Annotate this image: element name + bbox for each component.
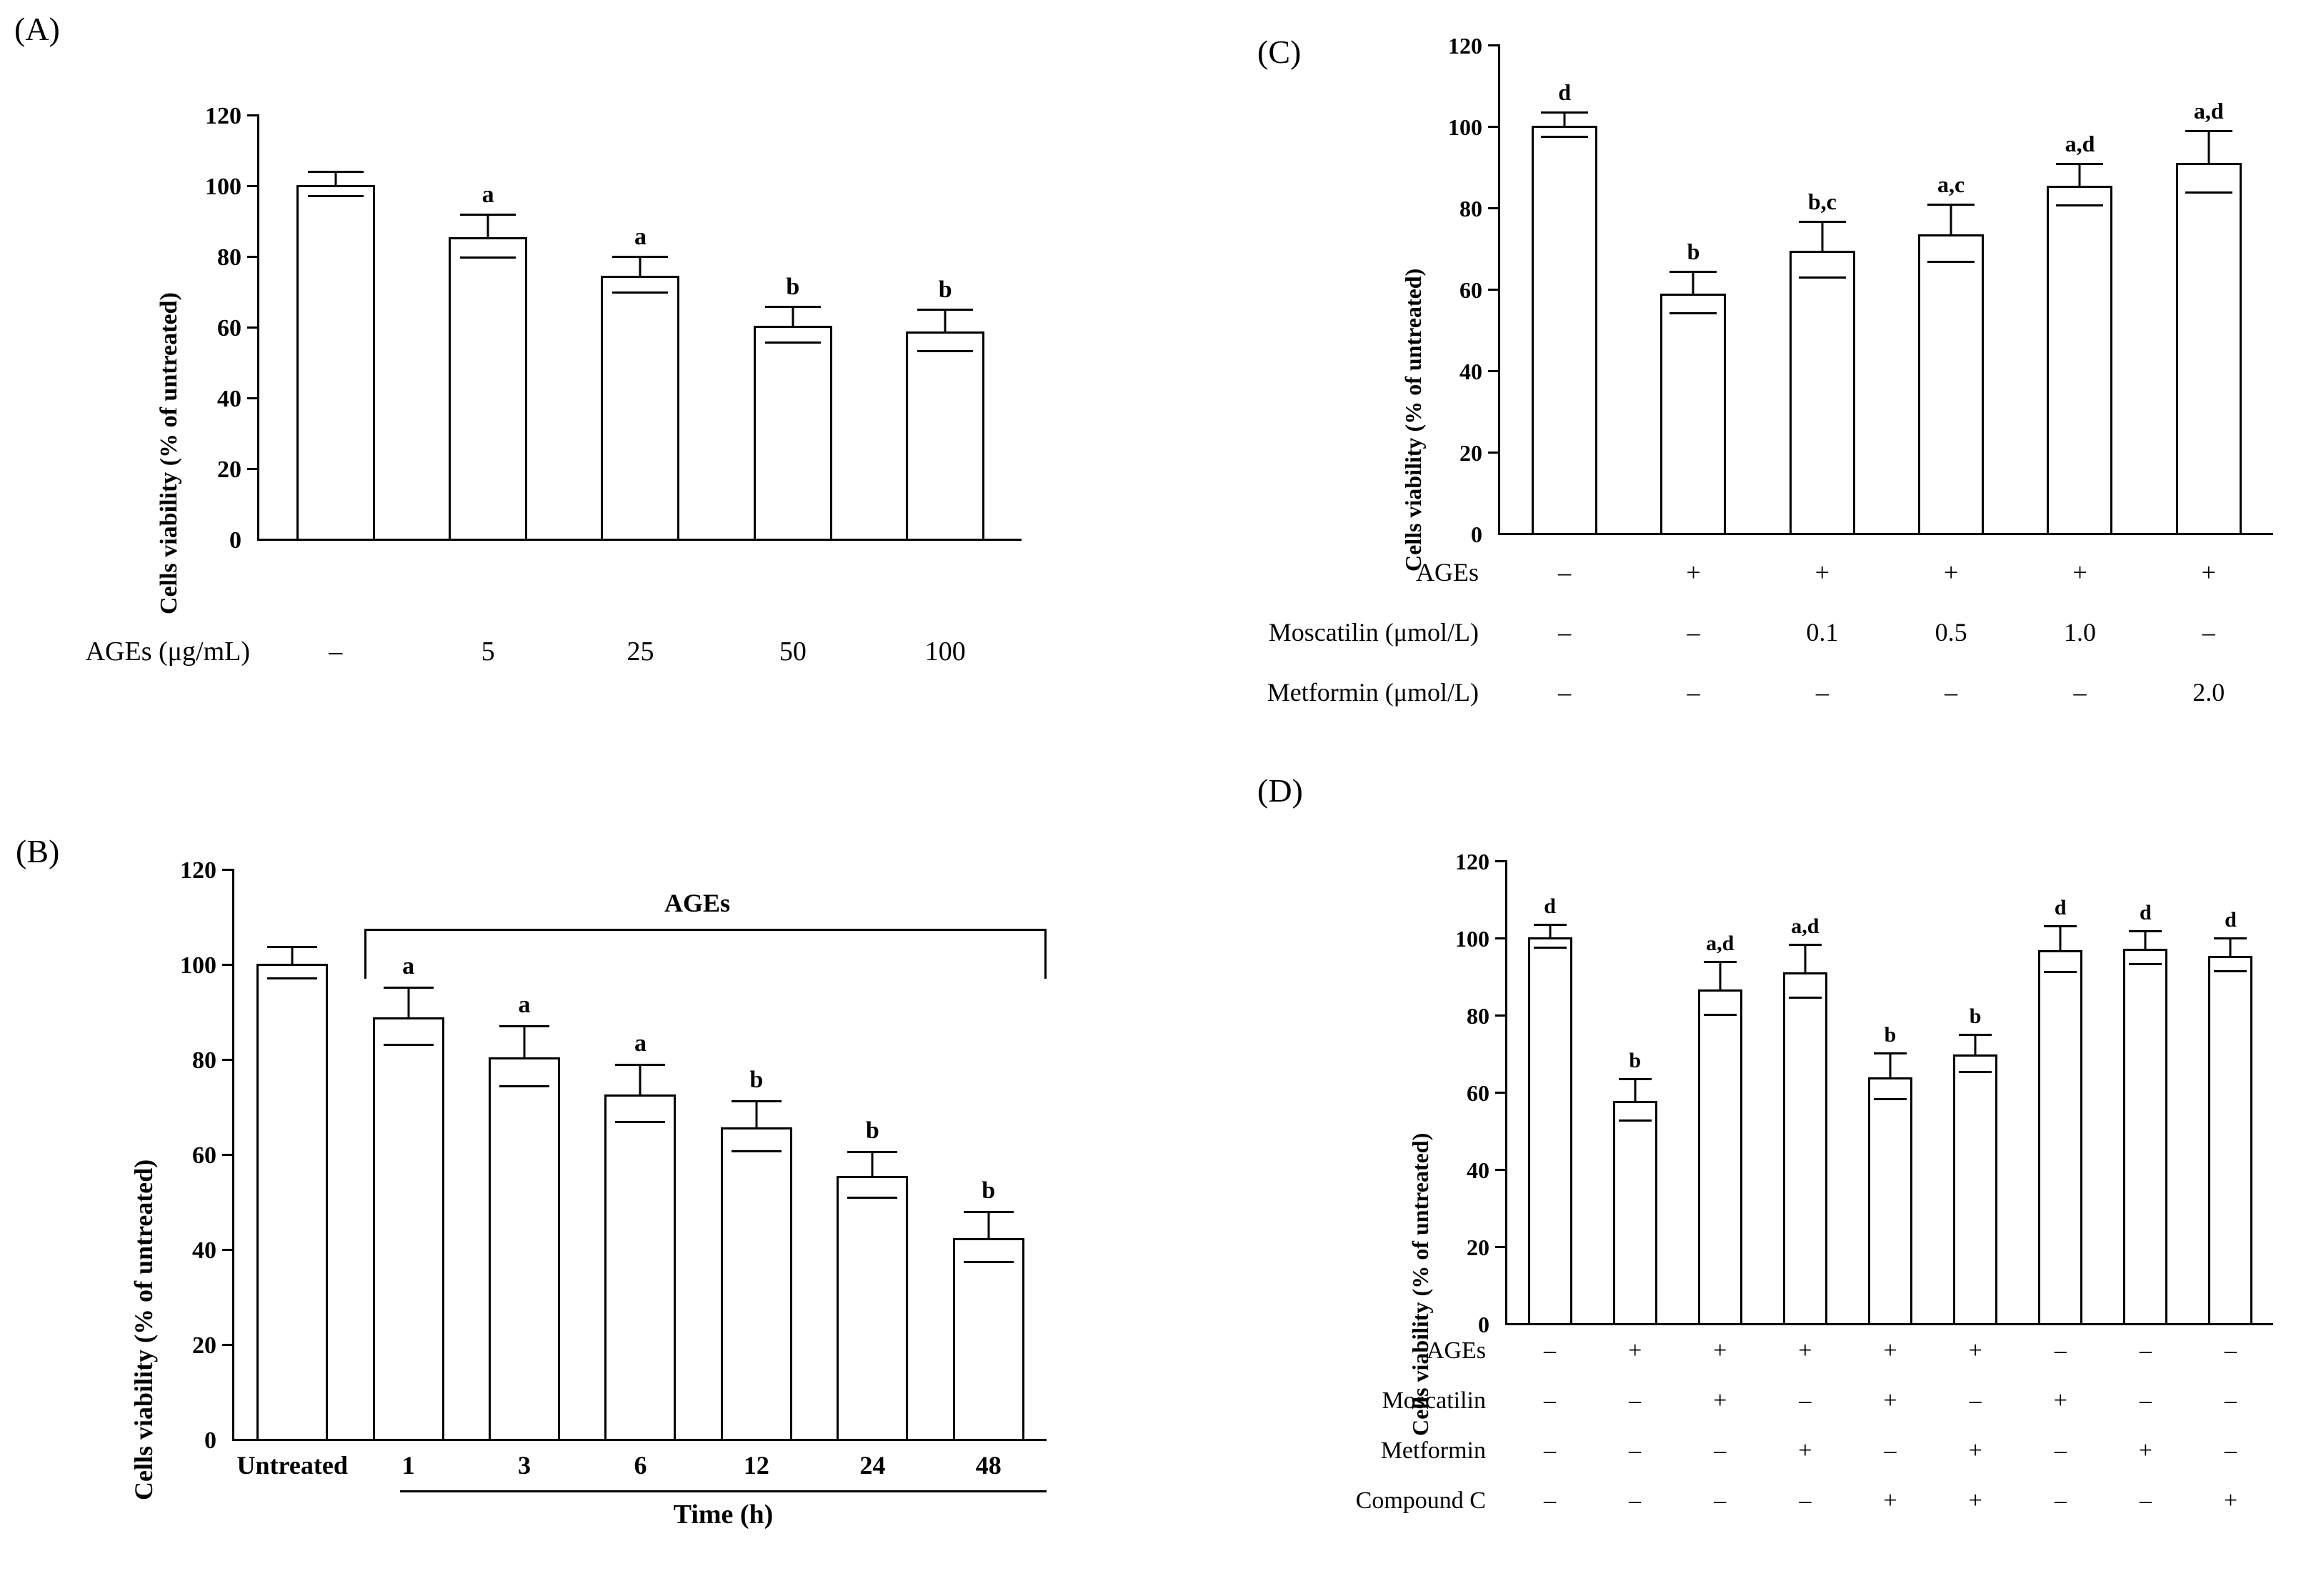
panel-c-tick (1488, 289, 1498, 291)
panel-a-tick (247, 397, 257, 399)
cond-cell: – (1558, 618, 1572, 647)
panel-d-row-values-ages (1507, 1337, 2273, 1365)
panel-d-tick (1495, 1092, 1505, 1094)
panel-a-ytick-60: 60 (217, 315, 241, 341)
panel-c-tick (1488, 207, 1498, 209)
bar-group (1592, 860, 1677, 1323)
cond-cell: – (1629, 1437, 1642, 1464)
panel-d-ytick-0: 0 (1478, 1312, 1489, 1337)
table-row (489, 992, 560, 1439)
cond-cell: – (2054, 1437, 2067, 1464)
cond-cell: + (2201, 558, 2216, 587)
panel-a-ytick-0: 0 (229, 527, 241, 554)
bar-group (814, 869, 930, 1439)
panel-c-row-values-metformin (1500, 677, 2273, 707)
panel-a-ylabel: Cells viability (% of untreated) (156, 292, 182, 614)
cond-cell: – (1558, 558, 1572, 587)
panel-c-sig-4: a,c (1937, 171, 1965, 197)
cond-cell: – (2054, 1487, 2067, 1514)
panel-c-tick (1488, 370, 1498, 372)
panel-c-sig-1: d (1558, 79, 1572, 105)
panel-b-ylabel: Cells viability (% of untreated) (129, 1159, 158, 1500)
panel-c-ytick-40: 40 (1459, 359, 1482, 384)
panel-d-sig-3: a,d (1706, 932, 1735, 955)
xcat-2: 1 (401, 1451, 415, 1480)
panel-b-sig-3: a (518, 992, 531, 1018)
cond-cell: – (1558, 678, 1572, 707)
cond-cell: – (1815, 678, 1829, 707)
cond-cell: + (1883, 1487, 1897, 1514)
panel-d-ytick-60: 60 (1467, 1080, 1489, 1106)
table-row (601, 224, 679, 539)
panel-d-row-values-metformin (1507, 1437, 2273, 1465)
cond-cell: + (1968, 1337, 1982, 1364)
panel-b-tick (222, 1344, 232, 1346)
panel-d-tick (1495, 1169, 1505, 1171)
panel-b-tick (222, 964, 232, 966)
panel-c-ytick-100: 100 (1448, 114, 1482, 140)
panel-d-sig-2: b (1629, 1049, 1641, 1072)
cond-cell: + (2053, 1387, 2067, 1414)
cond-cell: 0.5 (1935, 618, 1967, 647)
panel-d-row-label-moscatilin: Moscatilin (1382, 1387, 1486, 1414)
panel-c-sig-3: b,c (1807, 189, 1837, 214)
panel-d-tick (1495, 1246, 1505, 1248)
panel-d-row-label-ages: AGEs (1426, 1337, 1486, 1364)
panel-c-row-values-moscatilin (1500, 617, 2273, 647)
panel-b-tick (222, 869, 232, 871)
table-row (1532, 79, 1597, 533)
cond-cell: 0.1 (1806, 618, 1839, 647)
table-row (1613, 1049, 1657, 1323)
bar-group (2145, 44, 2273, 533)
table-row (449, 181, 527, 539)
panel-c-row-label-moscatilin: Moscatilin (μmol/L) (1268, 618, 1479, 647)
panel-a-tick (247, 468, 257, 470)
panel-a-tick (247, 114, 257, 116)
panel-b-bars (234, 869, 1047, 1439)
bar-group (582, 869, 698, 1439)
panel-d-bars (1507, 860, 2273, 1323)
bar-group (2103, 860, 2188, 1323)
cond-cell: – (1969, 1387, 1982, 1414)
panel-a-ytick-80: 80 (217, 244, 241, 271)
cond-cell: – (1945, 678, 1958, 707)
xcat-2: 5 (481, 637, 495, 667)
cond-cell: 1.0 (2063, 618, 2096, 647)
table-row (2176, 98, 2242, 533)
panel-b-tick (222, 1059, 232, 1061)
xcat-4: 50 (779, 637, 807, 667)
cond-cell: – (2139, 1487, 2152, 1514)
bar-group (564, 114, 717, 539)
cond-cell: + (1968, 1437, 1982, 1464)
panel-d-sig-4: a,d (1791, 914, 1820, 938)
panel-d-xaxis (1505, 1323, 2273, 1325)
panel-b-ytick-100: 100 (180, 952, 216, 979)
table-row (2047, 131, 2112, 533)
cond-cell: + (2223, 1487, 2238, 1514)
panel-d-ylabel: Cells viability (% of untreated) (1407, 1132, 1433, 1436)
cond-cell: + (1943, 558, 1959, 587)
panel-c-letter: (C) (1257, 34, 1302, 70)
panel-c-xaxis (1498, 533, 2273, 535)
cond-cell: + (1883, 1387, 1897, 1414)
cond-cell: – (1544, 1387, 1557, 1414)
bar-group (1847, 860, 1932, 1323)
cond-cell: – (1629, 1387, 1642, 1414)
panel-c-sig-5: a,d (2065, 131, 2095, 156)
panel-d-sig-9: d (2225, 908, 2237, 932)
cond-cell: – (2073, 678, 2087, 707)
panel-d-ytick-100: 100 (1455, 926, 1489, 952)
panel-d-row-label-compound-c: Compound C (1355, 1487, 1486, 1514)
bar-group (466, 869, 582, 1439)
bar-group (1677, 860, 1762, 1323)
panel-d-ytick-20: 20 (1467, 1235, 1489, 1260)
table-row (373, 953, 444, 1439)
xcat-1: Untreated (236, 1451, 348, 1480)
bar-group (869, 114, 1022, 539)
cond-cell: – (1544, 1487, 1557, 1514)
panel-b-sig-2: a (402, 953, 415, 979)
panel-a-ytick-40: 40 (217, 386, 241, 412)
panel-b-ytick-80: 80 (192, 1047, 216, 1074)
panel-c-ytick-80: 80 (1459, 196, 1482, 221)
cond-cell: – (2139, 1387, 2152, 1414)
bar-group (1758, 44, 1887, 533)
table-row (906, 276, 984, 539)
panel-d-row-values-moscatilin (1507, 1387, 2273, 1415)
panel-c-ytick-0: 0 (1471, 522, 1482, 547)
panel-d-sig-5: b (1884, 1023, 1897, 1047)
table-row (2038, 896, 2082, 1323)
panel-a-tick (247, 185, 257, 187)
panel-a-bars (259, 114, 1022, 539)
xcat-5: 12 (743, 1451, 769, 1480)
panel-d-tick (1495, 937, 1505, 939)
bar-group (2015, 44, 2144, 533)
cond-cell: + (1968, 1487, 1982, 1514)
bar-group (931, 869, 1047, 1439)
cond-cell: – (1884, 1437, 1897, 1464)
panel-a-xlabel: AGEs (μg/mL) (85, 637, 250, 667)
cond-cell: + (1815, 558, 1830, 587)
table-row (256, 964, 328, 1439)
table-row (1953, 1004, 1997, 1323)
panel-c-ytick-60: 60 (1459, 277, 1482, 303)
cond-cell: + (1713, 1387, 1727, 1414)
panel-b-xcategories (234, 1450, 1047, 1480)
table-row (604, 1030, 676, 1439)
panel-a-ytick-20: 20 (217, 457, 241, 483)
bar-group (350, 869, 466, 1439)
cond-cell: – (1799, 1387, 1812, 1414)
bar-group (1629, 44, 1757, 533)
bar-group (411, 114, 564, 539)
table-row (1918, 171, 1984, 533)
panel-d-sig-1: d (1544, 894, 1556, 918)
cond-cell: + (1713, 1337, 1727, 1364)
cond-cell: – (2139, 1337, 2152, 1364)
panel-a-sig-3: a (634, 224, 647, 250)
cond-cell: – (1799, 1487, 1812, 1514)
panel-b-sig-6: b (865, 1117, 879, 1144)
xcat-6: 24 (859, 1451, 886, 1480)
cond-cell: – (1544, 1437, 1557, 1464)
panel-b-xaxis-name: Time (h) (673, 1500, 774, 1530)
xcat-7: 48 (975, 1451, 1002, 1480)
panel-c-row-values-ages (1500, 557, 2273, 587)
panel-b-sig-5: b (749, 1067, 764, 1093)
panel-a-letter: (A) (14, 11, 60, 47)
panel-c-sig-6: a,d (2193, 98, 2224, 124)
bar-group (1887, 44, 2015, 533)
table-row (1660, 239, 1726, 533)
cond-cell: – (1714, 1487, 1727, 1514)
cond-cell: 2.0 (2192, 678, 2225, 707)
cond-cell: + (1798, 1437, 1812, 1464)
panel-d-sig-6: b (1969, 1004, 1982, 1028)
bar-group (1500, 44, 1629, 533)
xcat-5: 100 (924, 637, 966, 667)
bar-group (2188, 860, 2273, 1323)
panel-b-tick (222, 1249, 232, 1251)
cond-cell: + (2138, 1437, 2152, 1464)
table-row (1528, 894, 1572, 1323)
xcat-3: 25 (627, 637, 654, 667)
bar-group (234, 869, 350, 1439)
panel-a-sig-5: b (938, 276, 952, 303)
cond-cell: – (1687, 618, 1700, 647)
panel-b-time-underline (400, 1490, 1047, 1492)
table-row (2208, 908, 2252, 1323)
cond-cell: + (1628, 1337, 1642, 1364)
panel-b-ytick-120: 120 (180, 857, 216, 884)
panel-a-sig-4: b (786, 274, 800, 300)
panel-c-tick (1488, 44, 1498, 46)
bar-group (717, 114, 869, 539)
panel-b-sig-4: a (634, 1030, 647, 1057)
panel-d-sig-7: d (2054, 896, 2067, 919)
bar-group (259, 114, 411, 539)
panel-a-ytick-120: 120 (205, 103, 241, 129)
panel-d-letter: (D) (1257, 772, 1303, 809)
xcat-4: 6 (634, 1451, 647, 1480)
cond-cell: – (2054, 1337, 2067, 1364)
panel-b-letter: (B) (16, 833, 60, 869)
panel-d-row-label-metformin: Metformin (1380, 1437, 1486, 1464)
xcat-1: – (329, 637, 343, 667)
cond-cell: + (1883, 1337, 1897, 1364)
panel-b-sig-7: b (982, 1177, 996, 1204)
panel-c-tick (1488, 126, 1498, 128)
table-row (296, 185, 375, 539)
bar-group (1762, 860, 1847, 1323)
xcat-3: 3 (518, 1451, 531, 1480)
cond-cell: – (2224, 1337, 2237, 1364)
panel-c-ylabel: Cells viability (% of untreated) (1400, 268, 1426, 572)
panel-c-sig-2: b (1687, 239, 1700, 264)
panel-d-tick (1495, 1014, 1505, 1017)
table-row (754, 274, 832, 539)
table-row (1783, 914, 1827, 1323)
cond-cell: – (1714, 1437, 1727, 1464)
table-row (721, 1067, 792, 1439)
table-row (1698, 932, 1742, 1323)
cond-cell: + (1798, 1337, 1812, 1364)
panel-b-ytick-60: 60 (192, 1142, 216, 1169)
bar-group (1507, 860, 1592, 1323)
panel-b-bracket-label: AGEs (664, 889, 731, 917)
table-row (837, 1117, 908, 1439)
table-row (1790, 189, 1855, 533)
cond-cell: + (2072, 558, 2087, 587)
panel-b-tick (222, 1154, 232, 1156)
panel-c-bars (1500, 44, 2273, 533)
panel-a-tick (247, 326, 257, 329)
cond-cell: – (1629, 1487, 1642, 1514)
panel-d-tick (1495, 860, 1505, 862)
cond-cell: – (2202, 618, 2215, 647)
panel-c-row-label-ages: AGEs (1416, 558, 1479, 587)
cond-cell: – (2224, 1387, 2237, 1414)
panel-b-ytick-20: 20 (192, 1332, 216, 1359)
panel-a-xaxis (257, 539, 1022, 541)
panel-d-ytick-80: 80 (1467, 1003, 1489, 1029)
bar-group (2018, 860, 2103, 1323)
panel-c-tick (1488, 452, 1498, 454)
panel-d-row-values-compound-c (1507, 1487, 2273, 1515)
panel-a-sig-2: a (481, 181, 494, 208)
panel-b-ytick-40: 40 (192, 1237, 216, 1264)
panel-b-xaxis (232, 1439, 1047, 1441)
panel-d-sig-8: d (2139, 901, 2152, 924)
panel-c-ytick-20: 20 (1459, 440, 1482, 466)
table-row (1868, 1023, 1912, 1323)
panel-c-ytick-120: 120 (1448, 33, 1482, 59)
panel-d-ytick-120: 120 (1455, 849, 1489, 874)
panel-c-row-label-metformin: Metformin (μmol/L) (1267, 678, 1479, 707)
panel-a-ytick-100: 100 (205, 174, 241, 200)
panel-d-ytick-40: 40 (1467, 1157, 1489, 1183)
cond-cell: + (1686, 558, 1701, 587)
cond-cell: – (2224, 1437, 2237, 1464)
table-row (2123, 901, 2167, 1323)
bar-group (1933, 860, 2018, 1323)
panel-b-ytick-0: 0 (204, 1427, 216, 1454)
panel-a-xcategories (259, 636, 1022, 667)
panel-a-tick (247, 256, 257, 258)
bar-group (699, 869, 814, 1439)
cond-cell: – (1687, 678, 1700, 707)
table-row (953, 1177, 1024, 1439)
cond-cell: – (1544, 1337, 1557, 1364)
